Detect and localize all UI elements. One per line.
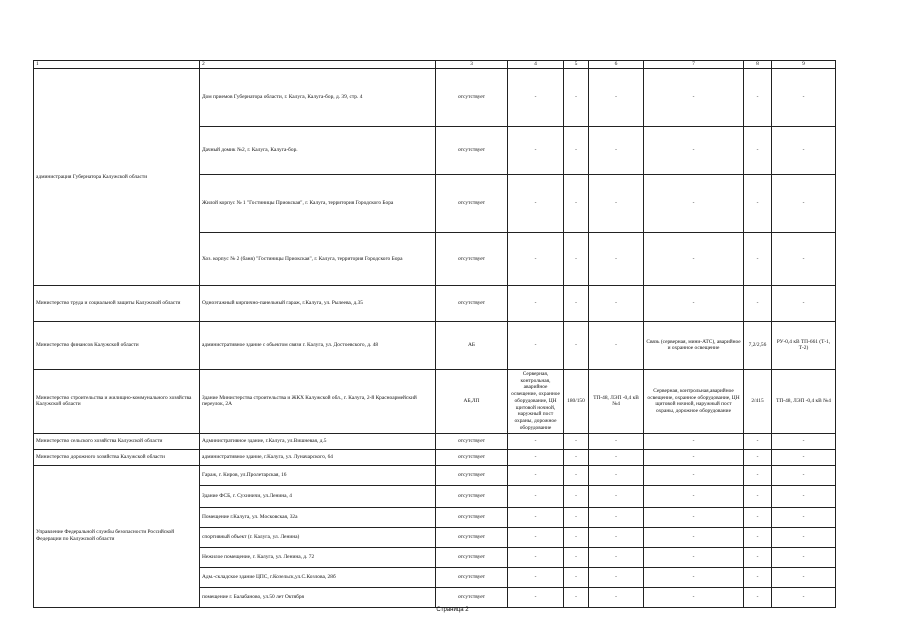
cell: - xyxy=(644,68,744,126)
table-row xyxy=(34,433,836,449)
cell: Серверная, контрольная,аварийное освещение, охранное оборудование, ЦН щитовой ночной, наружный пост охраны, дорожное оборудование xyxy=(644,369,744,433)
cell: - xyxy=(744,174,772,232)
cell: - xyxy=(589,547,644,567)
cell: 180/150 xyxy=(564,369,589,433)
cell: отсутствует xyxy=(436,485,508,507)
name-cell: спортивный объект (г. Калуга, ул. Ленина) xyxy=(200,527,436,547)
name-cell: Здание Министерства строительства и ЖКХ Калужской обл., г. Калуга, 2-й Красноармейский переулок, 2А xyxy=(200,369,436,433)
cell: - xyxy=(508,174,564,232)
header-cell: 6 xyxy=(589,61,644,69)
cell: - xyxy=(644,285,744,321)
header-cell: 7 xyxy=(644,61,744,69)
name-cell: Нежилое помещение, г. Калуга, ул. Ленина, д. 72 xyxy=(200,547,436,567)
cell: - xyxy=(772,174,836,232)
data-table xyxy=(33,60,836,608)
cell: - xyxy=(772,68,836,126)
cell: - xyxy=(508,433,564,449)
cell: - xyxy=(508,68,564,126)
cell: - xyxy=(644,507,744,527)
cell: - xyxy=(564,465,589,485)
cell: - xyxy=(564,68,589,126)
org-cell: администрация Губернатора Калужской области xyxy=(34,68,200,285)
org-cell: Министерство финансов Калужской области xyxy=(34,321,200,369)
cell: - xyxy=(644,174,744,232)
cell: - xyxy=(589,232,644,285)
header-cell: 3 xyxy=(436,61,508,69)
cell: - xyxy=(589,587,644,607)
cell: - xyxy=(508,547,564,567)
cell: - xyxy=(508,567,564,587)
cell: - xyxy=(644,587,744,607)
cell: - xyxy=(589,68,644,126)
cell: Серверная, контрольная, аварийное освещение, охранное оборудование, ЦН щитовой ночной, наружный пост охраны, дорожное оборудование xyxy=(508,369,564,433)
cell: - xyxy=(508,285,564,321)
name-cell: Дачный домик №2, г. Калуга, Калуга-бор. xyxy=(200,126,436,174)
name-cell: Адм.-складское здание ЦПС, г.Козельск,ул.С.Козлова, 28б xyxy=(200,567,436,587)
cell: - xyxy=(564,433,589,449)
cell: - xyxy=(744,527,772,547)
cell: отсутствует xyxy=(436,465,508,485)
table-row xyxy=(34,465,836,485)
header-cell: 2 xyxy=(200,61,436,69)
cell: - xyxy=(772,507,836,527)
cell: - xyxy=(589,567,644,587)
cell: - xyxy=(589,433,644,449)
cell: - xyxy=(508,321,564,369)
cell: отсутствует xyxy=(436,126,508,174)
table-row xyxy=(34,321,836,369)
cell: - xyxy=(744,232,772,285)
cell: 7,2/2,56 xyxy=(744,321,772,369)
cell: - xyxy=(772,527,836,547)
cell: ТП-48, ЛЭП -0,4 кВ №4 xyxy=(589,369,644,433)
cell: - xyxy=(564,485,589,507)
name-cell: Здание ФСБ, г. Сухиничи, ул.Ленина, 4 xyxy=(200,485,436,507)
cell: - xyxy=(589,527,644,547)
cell: отсутствует xyxy=(436,433,508,449)
cell: - xyxy=(744,485,772,507)
cell: - xyxy=(644,465,744,485)
cell: отсутствует xyxy=(436,587,508,607)
cell: - xyxy=(508,527,564,547)
cell: - xyxy=(589,285,644,321)
name-cell: Жилой корпус № 1 "Гостиницы Приокская", г. Калуга, территория Городского Бора xyxy=(200,174,436,232)
cell: - xyxy=(744,507,772,527)
cell: отсутствует xyxy=(436,232,508,285)
cell: - xyxy=(564,174,589,232)
cell: - xyxy=(589,449,644,465)
name-cell: Помещение г.Калуга, ул. Московская, 32а xyxy=(200,507,436,527)
cell: - xyxy=(644,567,744,587)
name-cell: Одноэтажный кирпично-панельный гараж, г.Калуга, ул. Рылеева, д.35 xyxy=(200,285,436,321)
cell: отсутствует xyxy=(436,449,508,465)
cell: - xyxy=(589,126,644,174)
cell: - xyxy=(644,547,744,567)
table-row xyxy=(34,449,836,465)
cell: отсутствует xyxy=(436,174,508,232)
header-cell: 1 xyxy=(34,61,200,69)
cell: - xyxy=(564,232,589,285)
org-cell: Управление Федеральной службы безопасности Российской Федерации по Калужской области xyxy=(34,465,200,607)
cell: 2/415 xyxy=(744,369,772,433)
name-cell: помещение г. Балабаново, ул.50 лет Октября xyxy=(200,587,436,607)
name-cell: Гараж, г. Киров, ул.Пролетарская, 16 xyxy=(200,465,436,485)
org-cell: Министерство строительства и жилищно-коммунального хозяйства Калужской области xyxy=(34,369,200,433)
table-row xyxy=(34,68,836,126)
cell: - xyxy=(772,232,836,285)
cell: - xyxy=(589,485,644,507)
name-cell: административное здание с обьектом связи г. Калуга, ул. Достоевского, д. 48 xyxy=(200,321,436,369)
cell: - xyxy=(644,232,744,285)
cell: - xyxy=(744,285,772,321)
cell: - xyxy=(644,126,744,174)
cell: - xyxy=(564,567,589,587)
cell: - xyxy=(644,485,744,507)
cell: - xyxy=(772,587,836,607)
cell: - xyxy=(508,485,564,507)
table-row xyxy=(34,369,836,433)
cell: - xyxy=(564,587,589,607)
cell: Связь (серверная, мини-АТС), аварийное и охранное освещение xyxy=(644,321,744,369)
cell: АБ,ЛП xyxy=(436,369,508,433)
name-cell: Административное здание, г.Калуга, ул.Вишневая, д.5 xyxy=(200,433,436,449)
cell: - xyxy=(564,449,589,465)
cell: - xyxy=(744,433,772,449)
cell: - xyxy=(564,321,589,369)
cell: - xyxy=(772,567,836,587)
cell: - xyxy=(589,321,644,369)
cell: - xyxy=(644,433,744,449)
cell: - xyxy=(508,126,564,174)
cell: - xyxy=(589,174,644,232)
cell: - xyxy=(508,587,564,607)
cell: - xyxy=(744,68,772,126)
cell: - xyxy=(564,527,589,547)
cell: - xyxy=(744,587,772,607)
cell: - xyxy=(564,547,589,567)
org-cell: Министерство труда и социальной защиты Калужской области xyxy=(34,285,200,321)
cell: - xyxy=(744,465,772,485)
cell: отсутствует xyxy=(436,68,508,126)
table-row xyxy=(34,285,836,321)
cell: - xyxy=(772,285,836,321)
header-cell: 9 xyxy=(772,61,836,69)
cell: - xyxy=(772,485,836,507)
header-cell: 5 xyxy=(564,61,589,69)
cell: отсутствует xyxy=(436,507,508,527)
cell: - xyxy=(564,507,589,527)
cell: - xyxy=(508,507,564,527)
cell: - xyxy=(589,507,644,527)
cell: отсутствует xyxy=(436,567,508,587)
header-cell: 4 xyxy=(508,61,564,69)
cell: - xyxy=(508,232,564,285)
cell: - xyxy=(508,465,564,485)
cell: - xyxy=(772,547,836,567)
cell: - xyxy=(744,547,772,567)
cell: - xyxy=(772,449,836,465)
cell: - xyxy=(744,126,772,174)
cell: - xyxy=(644,449,744,465)
cell: - xyxy=(589,465,644,485)
cell: - xyxy=(744,449,772,465)
header-row xyxy=(34,61,836,69)
cell: - xyxy=(508,449,564,465)
cell: - xyxy=(564,126,589,174)
page-number: Страница 2 xyxy=(436,607,469,613)
name-cell: Дом приемов Губернатора области, г. Калуга, Калуга-бор, д. 39, стр. 4 xyxy=(200,68,436,126)
cell: - xyxy=(744,567,772,587)
cell: АБ xyxy=(436,321,508,369)
cell: отсутствует xyxy=(436,547,508,567)
cell: отсутствует xyxy=(436,527,508,547)
cell: РУ-0,4 кВ ТП-661 (Т-1, Т-2) xyxy=(772,321,836,369)
cell: отсутствует xyxy=(436,285,508,321)
org-cell: Министерство сельского хозяйства Калужской области xyxy=(34,433,200,449)
cell: - xyxy=(644,527,744,547)
cell: - xyxy=(564,285,589,321)
name-cell: Хоз. корпус № 2 (баня) "Гостиницы Приокская", г. Калуга, территория Городского Бора xyxy=(200,232,436,285)
org-cell: Министерство дорожного хозяйства Калужской области xyxy=(34,449,200,465)
cell: - xyxy=(772,433,836,449)
cell: ТП-48, ЛЭП -0,4 кВ №4 xyxy=(772,369,836,433)
cell: - xyxy=(772,126,836,174)
name-cell: административное здание, г.Калуга, ул. Луначарского, 64 xyxy=(200,449,436,465)
cell: - xyxy=(772,465,836,485)
header-cell: 8 xyxy=(744,61,772,69)
